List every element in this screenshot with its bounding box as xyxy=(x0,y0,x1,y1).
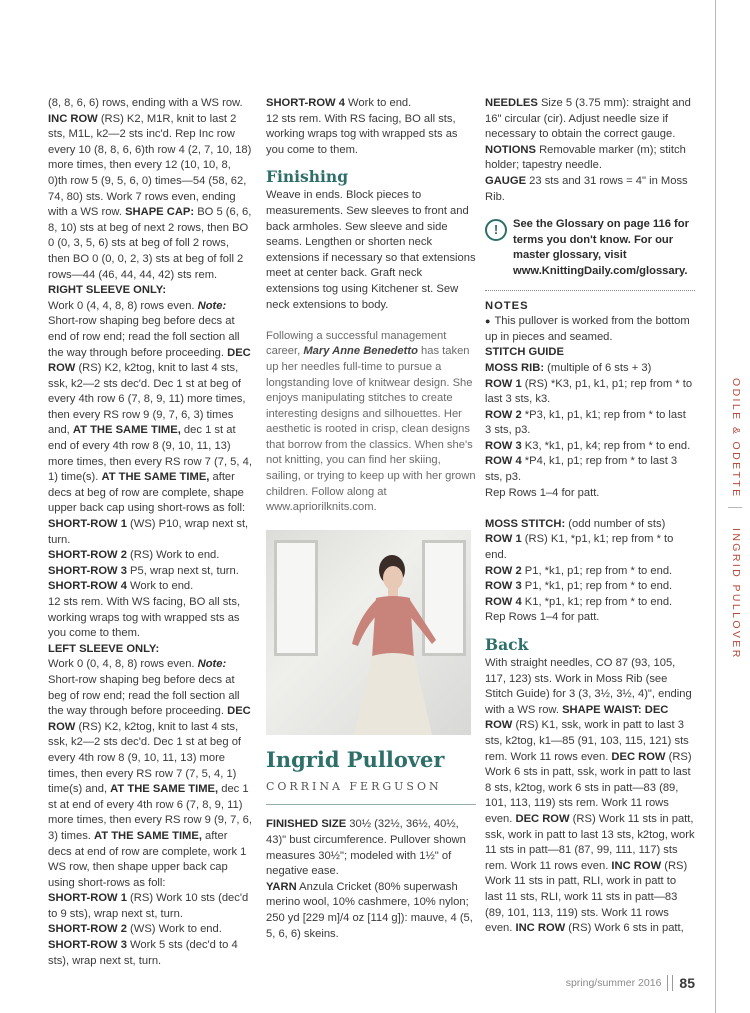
same-time-label: AT THE SAME TIME, xyxy=(101,471,210,484)
moss-stitch xyxy=(485,517,695,533)
left-sleeve-heading: LEFT SLEEVE ONLY: xyxy=(48,642,160,655)
row-text: (RS) K1, *p1, k1; rep from * to end. xyxy=(485,533,674,562)
left-sleeve-text-b: Short-row shaping beg before decs at beg of row end; read the foll section all the way through before proceeding. xyxy=(48,673,240,718)
moss-rib-row-4 xyxy=(485,454,695,485)
notes-text: This pullover is worked from the bottom up in pieces and seamed. xyxy=(485,315,690,343)
moss-rib xyxy=(485,361,695,377)
intro-text: (8, 8, 6, 6) rows, ending with a WS row. xyxy=(48,97,243,109)
short-row-3-text: P5, wrap next st, turn. xyxy=(126,564,239,577)
row-label: ROW 3 xyxy=(485,580,522,593)
row-text: P1, *k1, p1; rep from * to end. xyxy=(521,564,673,577)
back-text xyxy=(485,656,695,937)
back-text-c: (RS) Work 6 sts in patt, ssk, work in patt to last 8 sts, k2tog, work 6 sts in patt—83 (89, 101, 113, 119) sts rem. Work 11 rows even. xyxy=(485,750,692,825)
notes-item xyxy=(485,314,695,345)
inc-row-label: INC ROW xyxy=(611,859,662,872)
right-sleeve-text-d: dec 1 st at end of every 4th row 8 (9, 10, 11, 13) more times, then every RS row 7 (7, 5, 4, 1) time(s). xyxy=(48,424,252,484)
inc-row-text: (RS) K2, M1R, knit to last 2 sts, M1L, k2—2 sts inc'd. Rep Inc row every 10 (8, 8, 6, 6)th row 4 (2, 7, 10, 18) more times, then every 12 (10, 10, 8, 0)th row 5 (9, 5, 6, 0) times—54 (58, 62, 74, 80) sts. Work 7 rows even, ending with a WS row. xyxy=(48,112,252,219)
exclamation-icon: ! xyxy=(485,219,507,241)
short-row-4-label: SHORT-ROW 4 xyxy=(266,97,345,109)
moss-stitch-row-1 xyxy=(485,532,695,563)
row-text: K1, *p1, k1; rep from * to end. xyxy=(521,595,673,608)
finished-size-label: FINISHED SIZE xyxy=(266,818,347,831)
moss-rib-label: MOSS RIB: xyxy=(485,361,545,374)
left-sleeve-text-d: dec 1 st at end of every 4th row 6 (7, 8, 9, 11) more times, then every RS row 9 (9, 7, 6, 3) times. xyxy=(48,783,252,842)
short-row-2-label: SHORT-ROW 2 xyxy=(48,549,127,562)
dec-row-label: DEC ROW xyxy=(48,346,251,375)
designer-bio xyxy=(266,329,476,516)
short-row-2 xyxy=(48,548,253,564)
needles-label: NEEDLES xyxy=(485,97,538,109)
short-row-1-label: SHORT-ROW 1 xyxy=(48,518,127,531)
note-label: Note: xyxy=(197,299,227,312)
short-row-4-text: Work to end. xyxy=(344,97,412,109)
right-sleeve-heading: RIGHT SLEEVE ONLY: xyxy=(48,284,167,297)
shape-cap-text: BO 5 (6, 6, 8, 10) sts at beg of next 2 rows, then BO 0 (0, 3, 5, 6) sts at beg of foll 2 rows, then BO 0 (0, 0, 2, 3) sts at beg of foll 2 rows—44 (46, 44, 44, 42) sts rem. xyxy=(48,206,252,281)
finished-size xyxy=(266,817,476,879)
row-text: (RS) *K3, p1, k1, p1; rep from * to last 3 sts, k3. xyxy=(485,377,693,406)
short-row-4-text: Work to end. xyxy=(126,580,194,593)
row-label: ROW 4 xyxy=(485,595,522,608)
row-text: K3, *k1, p1, k4; rep from * to end. xyxy=(521,439,691,452)
gauge-label: GAUGE xyxy=(485,174,527,187)
moss-stitch-row-2 xyxy=(485,564,695,580)
inc-row-label: INC ROW xyxy=(515,922,566,935)
short-row-4 xyxy=(48,579,253,595)
short-row-2-label: SHORT-ROW 2 xyxy=(48,923,127,936)
short-row-1-text: (WS) P10, wrap next st, turn. xyxy=(48,518,249,546)
column-2 xyxy=(266,96,476,942)
dec-row-label: DEC ROW xyxy=(515,812,570,825)
row-text: *P3, k1, p1, k1; rep from * to last 3 sts, p3. xyxy=(485,408,686,437)
bio-text-b: has taken up her needles full-time to pursue a longstanding love of knitwear design. She enjoys manipulating stitches to create interesting designs and silhouettes. Her aesthetic is rooted in crisp, clean designs that borrow from the classics. When she's not knitting, you can find her skiing, sailing, or trying to keep up with her grown children. Follow along at www.apriorilknits.com. xyxy=(266,345,476,514)
short-row-finish: 12 sts rem. With RS facing, BO all sts, working wraps tog with wrapped sts as you come to them. xyxy=(266,112,458,156)
row-label: ROW 1 xyxy=(485,377,522,390)
window-shape xyxy=(274,540,318,656)
bio-text-a: Following a successful management career, xyxy=(266,329,447,358)
note-label: Note: xyxy=(197,658,227,671)
back-text-f: (RS) Work 6 sts in patt, xyxy=(565,922,684,935)
row-label: ROW 4 xyxy=(485,455,522,468)
yarn-label: YARN xyxy=(266,880,297,893)
row-text: *P4, k1, p1; rep from * to last 3 sts, p3. xyxy=(485,455,678,484)
footer-divider xyxy=(667,975,673,991)
back-text-e: (RS) Work 11 sts in patt, RLI, work in patt to last 11 sts, RLI, work 11 sts in patt—83 (89, 101, 113, 119) sts. Work 11 rows even. xyxy=(485,859,688,935)
short-row-2-text: (RS) Work to end. xyxy=(126,549,220,562)
notions-label: NOTIONS xyxy=(485,143,536,156)
designer-name: CORRINA FERGUSON xyxy=(266,779,476,806)
left-short-row-2-text: (WS) Work to end. xyxy=(126,923,222,936)
right-sleeve-text-e: after decs at beg of row are complete, shape upper back cap using short-rows as foll: xyxy=(48,471,246,515)
short-row-4-label: SHORT-ROW 4 xyxy=(48,580,127,593)
left-short-row-3 xyxy=(48,938,253,969)
right-sleeve-text-a: Work 0 (4, 4, 8, 8) rows even. xyxy=(48,299,198,312)
moss-rib-row-3 xyxy=(485,439,695,455)
back-text-d: (RS) Work 11 sts in patt, ssk, work in patt to last 13 sts, k2tog, work 11 sts in patt—81 (87, 99, 111, 117) sts rem. Work 11 rows even. xyxy=(485,812,695,872)
section-sidebar xyxy=(713,0,750,1013)
left-short-row-1 xyxy=(48,891,253,922)
dec-row-label: DEC ROW xyxy=(611,750,666,763)
column-3 xyxy=(485,96,695,937)
back-text-a: With straight needles, CO 87 (93, 105, 117, 123) sts. Work in Moss Rib (see Stitch Guide) for 3 (3, 3½, 3½, 4)", ending with a WS row. xyxy=(485,657,692,716)
sidebar-divider xyxy=(728,507,742,508)
back-text-b: (RS) K1, ssk, work in patt to last 3 sts, k2tog, k1—85 (91, 103, 115, 121) sts rem. Work 11 rows even. xyxy=(485,719,689,763)
moss-stitch-row-3 xyxy=(485,579,695,595)
moss-rib-repeat: Rep Rows 1–4 for patt. xyxy=(485,486,600,499)
inc-row-paragraph xyxy=(48,112,253,284)
row-label: ROW 2 xyxy=(485,564,522,577)
moss-stitch-repeat: Rep Rows 1–4 for patt. xyxy=(485,611,600,624)
moss-stitch-row-4 xyxy=(485,595,695,611)
notes-heading: NOTES xyxy=(485,290,695,315)
model-figure xyxy=(348,548,438,735)
moss-rib-row-2 xyxy=(485,408,695,439)
glossary-tip xyxy=(485,217,695,279)
left-sleeve-text-c: (RS) K2, k2tog, knit to last 4 sts, ssk, k2—2 sts dec'd. Dec 1 st at beg of every 4th row 8 (9, 10, 11, 13) more times, then every RS row 7 (7, 5, 4, 1) time(s) and, xyxy=(48,720,242,796)
gauge-text: 23 sts and 31 rows = 4" in Moss Rib. xyxy=(485,174,688,203)
pattern-title: Ingrid Pullover xyxy=(266,746,445,772)
right-sleeve-paragraph xyxy=(48,299,253,517)
sidebar-rule xyxy=(715,0,716,1013)
same-time-label: AT THE SAME TIME, xyxy=(72,424,181,437)
finished-size-text: 30½ (32½, 36½, 40½, 43)" bust circumference. Pullover shown measures 30½"; modeled with 1½" of negative ease. xyxy=(266,818,466,878)
bullet-icon: ● xyxy=(485,316,491,327)
column-1 xyxy=(48,96,253,969)
short-row-3 xyxy=(48,564,253,580)
row-label: ROW 1 xyxy=(485,533,522,546)
right-sleeve-text-c: (RS) K2, k2tog, knit to last 4 sts, ssk, k2—2 sts dec'd. Dec 1 st at beg of every 4th row 6 (7, 8, 9, 11) more times, then every RS row 9 (9, 7, 6, 3) times and, xyxy=(48,362,246,437)
moss-stitch-text: (odd number of sts) xyxy=(565,517,666,530)
sidebar-section-ingrid-pullover: INGRID PULLOVER xyxy=(730,528,742,660)
yarn xyxy=(266,880,476,942)
left-short-row-1-text: (RS) Work 10 sts (dec'd to 9 sts), wrap next st, turn. xyxy=(48,892,249,920)
sidebar-section-odile-odette: ODILE & ODETTE xyxy=(730,378,742,499)
row-label: ROW 3 xyxy=(485,439,522,452)
row-text: P1, *k1, p1; rep from * to end. xyxy=(521,580,673,593)
left-sleeve-paragraph xyxy=(48,657,253,891)
left-short-row-3-text: Work 5 sts (dec'd to 4 sts), wrap next st, turn. xyxy=(48,939,238,967)
finishing-text: Weave in ends. Block pieces to measurements. Sew sleeves to front and back armholes. Sew sleeve and side seams. Lengthen or shorten neck extensions if necessary so that extensions meet at center back. Graft neck extensions tog using Kitchener st. Sew neck extensions to body. xyxy=(266,189,476,311)
finishing-heading: Finishing xyxy=(266,167,349,187)
short-row-3-label: SHORT-ROW 3 xyxy=(48,939,127,952)
yarn-text: Anzula Cricket (80% superwash merino wool, 10% cashmere, 10% nylon; 250 yd [229 m]/4 oz [114 g]): mauve, 4 (5, 5, 6, 6) skeins. xyxy=(266,880,473,940)
same-time-label: AT THE SAME TIME, xyxy=(110,783,219,796)
gauge xyxy=(485,174,695,205)
inc-row-label: INC ROW xyxy=(48,112,98,125)
needles xyxy=(485,96,695,143)
model-photo xyxy=(266,530,471,735)
back-heading: Back xyxy=(485,635,529,654)
right-sleeve-text-b: Short-row shaping beg before decs at end of row end; read the foll section all the way through before proceeding. xyxy=(48,315,240,359)
short-row-1 xyxy=(48,517,253,548)
short-row-3-label: SHORT-ROW 3 xyxy=(48,564,127,577)
row-label: ROW 2 xyxy=(485,408,522,421)
shape-cap-label: SHAPE CAP: xyxy=(125,206,195,219)
glossary-tip-text: See the Glossary on page 116 for terms you don't know. For our master glossary, visit www.KnittingDaily.com/glossary. xyxy=(513,218,689,277)
right-sleeve-finish: 12 sts rem. With WS facing, BO all sts, working wraps tog with wrapped sts as you come to them. xyxy=(48,596,241,640)
notions-text: Removable marker (m); stitch holder; tapestry needle. xyxy=(485,143,686,172)
dec-row-label: DEC ROW xyxy=(48,705,251,733)
moss-rib-row-1 xyxy=(485,377,695,408)
left-sleeve-text-a: Work 0 (0, 4, 8, 8) rows even. xyxy=(48,658,198,671)
page-footer xyxy=(520,975,695,991)
moss-rib-text: (multiple of 6 sts + 3) xyxy=(544,361,652,374)
moss-stitch-label: MOSS STITCH: xyxy=(485,517,566,530)
needles-text: Size 5 (3.75 mm): straight and 16" circular (cir). Adjust needle size if necessary to obtain the correct gauge. xyxy=(485,97,691,141)
issue-label: spring/summer 2016 xyxy=(565,977,662,989)
short-row-1-label: SHORT-ROW 1 xyxy=(48,892,127,905)
page-number: 85 xyxy=(679,975,695,991)
shape-waist-label: SHAPE WAIST: DEC ROW xyxy=(485,703,669,732)
short-row-4-cont xyxy=(266,96,476,112)
left-sleeve-text-e: after decs at end of row are complete, work 1 WS row, then shape upper back cap using short-rows as foll: xyxy=(48,829,247,889)
stitch-guide-heading: STITCH GUIDE xyxy=(485,346,564,359)
same-time-label: AT THE SAME TIME, xyxy=(94,829,202,842)
bio-name: Mary Anne Benedetto xyxy=(303,345,418,358)
notions xyxy=(485,143,695,174)
left-short-row-2 xyxy=(48,922,253,938)
